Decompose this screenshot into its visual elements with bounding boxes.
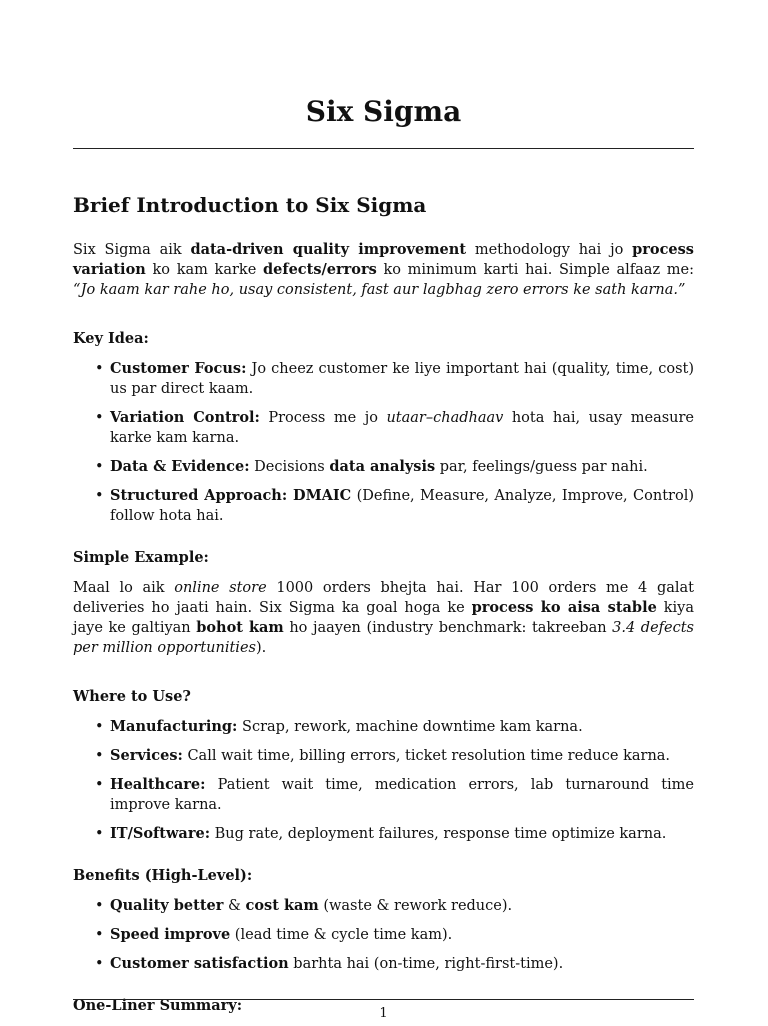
list-item: • Structured Approach: DMAIC (Define, Measure, Analyze, Improve, Control) follow hota hai.	[73, 486, 694, 526]
intro-heading: Brief Introduction to Six Sigma	[73, 193, 427, 217]
list-item: • Speed improve (lead time & cycle time kam).	[73, 925, 694, 945]
benefits-heading: Benefits (High-Level):	[73, 867, 253, 884]
list-item: • Quality better & cost kam (waste & rework reduce).	[73, 896, 694, 916]
footer-divider	[73, 999, 694, 1000]
benefits-list	[73, 896, 694, 974]
list-item: • Customer Focus: Jo cheez customer ke liye important hai (quality, time, cost) us par direct kaam.	[73, 359, 694, 399]
list-item: • Variation Control: Process me jo utaar–chadhaav hota hai, usay measure karke kam karna.	[73, 408, 694, 448]
document-title: Six Sigma	[305, 95, 462, 128]
list-item: • Services: Call wait time, billing errors, ticket resolution time reduce karna.	[73, 746, 694, 766]
list-item: • IT/Software: Bug rate, deployment failures, response time optimize karna.	[73, 824, 694, 844]
page-number: 1	[379, 1006, 388, 1021]
list-item: • Healthcare: Patient wait time, medication errors, lab turnaround time improve karna.	[73, 775, 694, 815]
where-heading: Where to Use?	[73, 688, 191, 705]
list-item: • Data & Evidence: Decisions data analysis par, feelings/guess par nahi.	[73, 457, 694, 477]
example-paragraph: Maal lo aik online store 1000 orders bhejta hai. Har 100 orders me 4 galat deliveries ho jaati hain. Six Sigma ka goal hoga ke process ko aisa stable kiya jaye ke galtiyan bohot kam ho jaayen (industry benchmark: takreeban 3.4 defects per million opportunities).	[73, 580, 694, 656]
example-heading: Simple Example:	[73, 549, 209, 566]
header-divider	[73, 148, 694, 149]
key-idea-list	[73, 359, 694, 526]
where-list	[73, 717, 694, 844]
document-body	[73, 190, 694, 1026]
summary-heading: One-Liner Summary:	[73, 997, 243, 1014]
list-item: • Manufacturing: Scrap, rework, machine downtime kam karna.	[73, 717, 694, 737]
list-item: • Customer satisfaction barhta hai (on-time, right-first-time).	[73, 954, 694, 974]
key-idea-heading: Key Idea:	[73, 330, 149, 347]
intro-paragraph: Six Sigma aik data-driven quality improvement methodology hai jo process variation ko kam karke defects/errors ko minimum karti hai. Simple alfaaz me: “Jo kaam kar rahe ho, usay consistent, fast aur lagbhag zero errors ke sath karna.”	[73, 241, 694, 298]
